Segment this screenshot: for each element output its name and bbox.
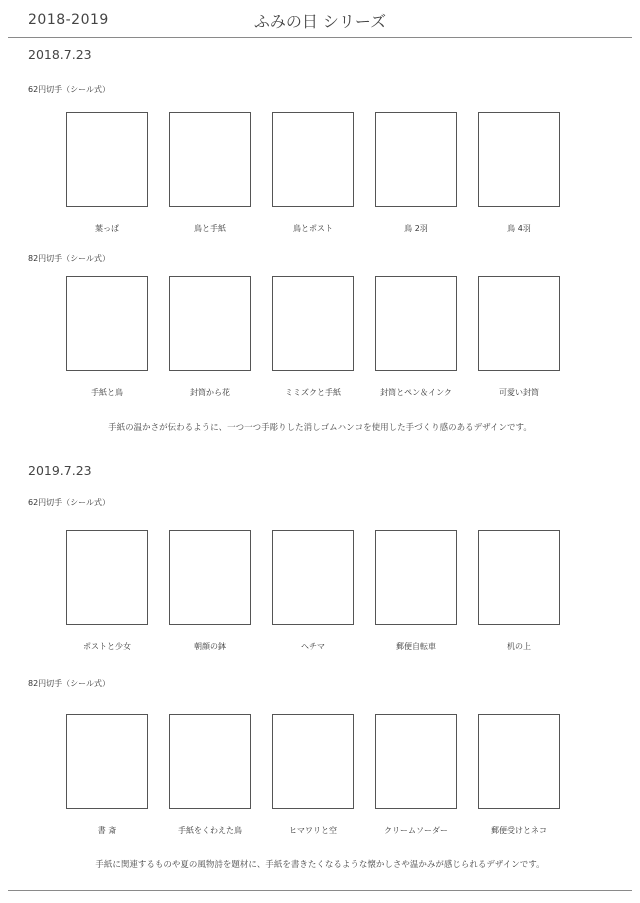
stamp-image-placeholder [272,530,354,625]
stamp-image-placeholder [169,276,251,371]
stamp-row [0,112,640,252]
stamp-image-placeholder [169,530,251,625]
stamp-name: ヘチマ [301,642,325,651]
stamp-row [0,530,640,670]
stamp-image-placeholder [375,530,457,625]
stamp-name: 葉っぱ [95,224,119,233]
stamp-name: 手紙と鳥 [91,388,123,397]
stamp-row [0,276,640,416]
category-label: 82円切手（シール式） [28,254,111,263]
stamp-name: 封筒とペン＆インク [380,388,452,397]
stamp-image-placeholder [66,530,148,625]
stamp-name: ポストと少女 [83,642,131,651]
stamp-name: 封筒から花 [190,388,230,397]
stamp-name: 可愛い封筒 [499,388,539,397]
stamp-name: 鳥 4羽 [507,224,531,233]
stamp-name: クリームソーダー [384,826,448,835]
page-title: ふみの日 シリーズ [253,12,387,31]
stamp-name: ミミズクと手紙 [285,388,341,397]
stamp-image-placeholder [272,276,354,371]
stamp-image-placeholder [272,112,354,207]
stamp-image-placeholder [375,276,457,371]
category-label: 62円切手（シール式） [28,498,111,507]
section-date: 2019.7.23 [28,463,92,478]
stamp-image-placeholder [478,714,560,809]
section-date: 2018.7.23 [28,47,92,62]
stamp-image-placeholder [66,112,148,207]
stamp-name: 鳥 2羽 [404,224,428,233]
stamp-image-placeholder [66,714,148,809]
stamp-name: 鳥と手紙 [194,224,226,233]
header-years: 2018-2019 [28,12,109,28]
stamp-image-placeholder [66,276,148,371]
stamp-image-placeholder [478,276,560,371]
stamp-image-placeholder [375,112,457,207]
footer-divider [8,890,632,891]
stamp-row [0,714,640,854]
category-label: 62円切手（シール式） [28,85,111,94]
section-description: 手紙に関連するものや夏の風物詩を題材に、手紙を書きたくなるような懐かしさや温かみが感じられるデザインです。 [95,860,545,870]
stamp-image-placeholder [478,112,560,207]
stamp-image-placeholder [375,714,457,809]
stamp-name: 鳥とポスト [293,224,333,233]
section-description: 手紙の温かさが伝わるように、一つ一つ手彫りした消しゴムハンコを使用した手づくり感のあるデザインです。 [108,423,532,433]
stamp-image-placeholder [272,714,354,809]
stamp-image-placeholder [478,530,560,625]
stamp-name: 書 斎 [97,826,117,835]
stamp-name: 郵便自転車 [396,642,436,651]
stamp-image-placeholder [169,714,251,809]
header-divider [8,37,632,38]
stamp-name: 机の上 [507,642,531,651]
stamp-name: 郵便受けとネコ [491,826,547,835]
stamp-name: 手紙をくわえた鳥 [178,826,242,835]
stamp-name: 朝顔の鉢 [194,642,226,651]
stamp-name: ヒマワリと空 [289,826,337,835]
category-label: 82円切手（シール式） [28,679,111,688]
stamp-image-placeholder [169,112,251,207]
